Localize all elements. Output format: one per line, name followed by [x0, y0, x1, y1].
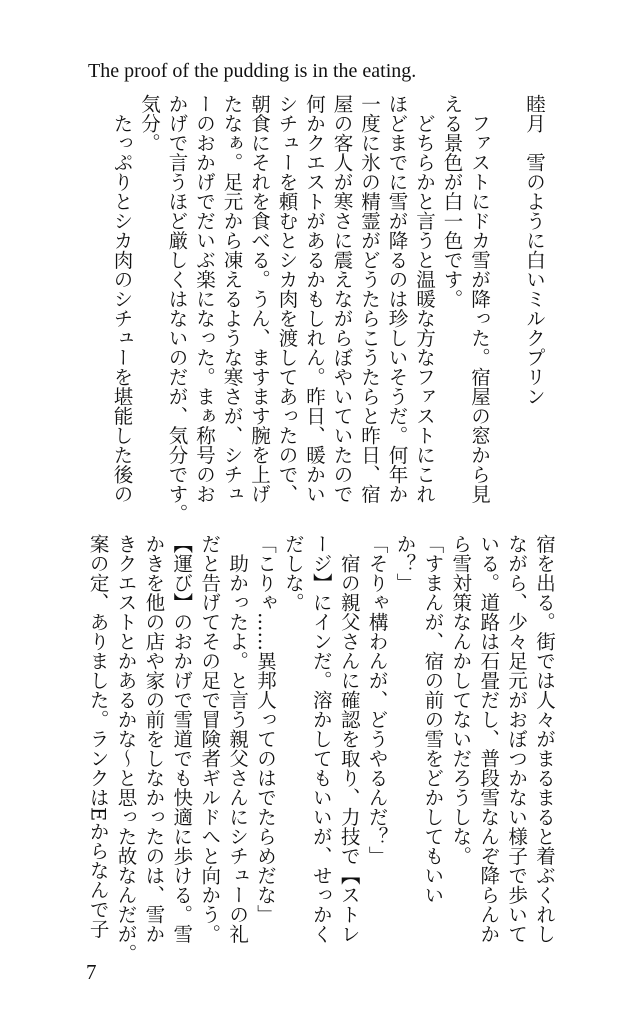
text-column: いる。道路は石畳だし、普段雪なんぞ降らんか	[477, 534, 501, 944]
text-column: かげで言うほど厳しくはないのだが、気分です。	[165, 94, 189, 523]
text-column: 「そりゃ構わんが、どうやるんだ？」	[365, 534, 389, 866]
text-column: 案の定、ありました。ランクはEからなんで子	[86, 534, 110, 939]
page-number: 7	[86, 960, 97, 984]
text-column: 宿の親父さんに確認を取り、力技で【ストレ	[337, 534, 361, 944]
text-column: たっぷりとシカ肉のシチューを堪能した後の	[110, 94, 134, 504]
text-column: 助かったよ。と言う親父さんにシチューの礼	[226, 534, 250, 944]
text-column: 【運び】のおかげで雪道でも快適に歩ける。雪	[170, 534, 194, 944]
upper-text-block	[0, 94, 633, 529]
text-column: だしな。	[281, 534, 305, 612]
text-column: ら雪対策なんかしてないだろうしな。	[449, 534, 473, 866]
text-column: 朝食にそれを食べる。うん、ますます腕を上げ	[248, 94, 271, 504]
text-column: 何かクエストがあるかもしれん。昨日、暖かい	[303, 94, 326, 504]
text-column: ーのおかげでだいぶ楽になった。まぁ称号のお	[193, 94, 216, 504]
text-column: だと告げてその足で冒険者ギルドへと向かう。	[198, 534, 222, 944]
text-column: ージ】にインだ。溶かしてもいいが、せっかく	[309, 534, 333, 944]
text-column: える景色が白一色です。	[440, 94, 464, 309]
text-column: きクエストとかあるかな～と思った故なんだが。	[114, 534, 138, 963]
text-column: かきを他の店や家の前をしなかったのは、雪か	[142, 534, 166, 944]
text-column: ながら、少々足元がおぼつかない様子で歩いて	[505, 534, 529, 944]
text-column: どちらかと言うと温暖な方なファストにこれ	[413, 94, 436, 504]
text-column: か？」	[393, 534, 417, 593]
text-column: ほどまでに雪が降るのは珍しいそうだ。何年か	[385, 94, 409, 504]
text-column: シチューを頼むとシカ肉を渡してあったので、	[275, 94, 299, 504]
text-column: 「こりゃ……異邦人ってのはでたらめだな」	[254, 534, 277, 924]
running-header: The proof of the pudding is in the eating.	[88, 60, 417, 82]
text-column: 一度に氷の精霊がどうたらこうたらと昨日、宿	[358, 94, 381, 504]
text-column: 「すまんが、宿の前の雪をどかしてもいい	[421, 534, 445, 905]
text-column: ファストにドカ雪が降った。宿屋の窓から見	[468, 94, 491, 504]
text-column: たなぁ。足元から凍えるような寒さが、シチュ	[220, 94, 244, 504]
text-column: 気分。	[138, 94, 161, 153]
chapter-title: 睦月 雪のように白いミルクプリン	[523, 94, 546, 406]
lower-text-block	[0, 534, 633, 963]
text-column: 宿を出る。街では人々がまるまると着ぶくれし	[533, 534, 556, 944]
text-column: 屋の客人が寒さに震えながらぼやいていたので	[330, 94, 354, 504]
